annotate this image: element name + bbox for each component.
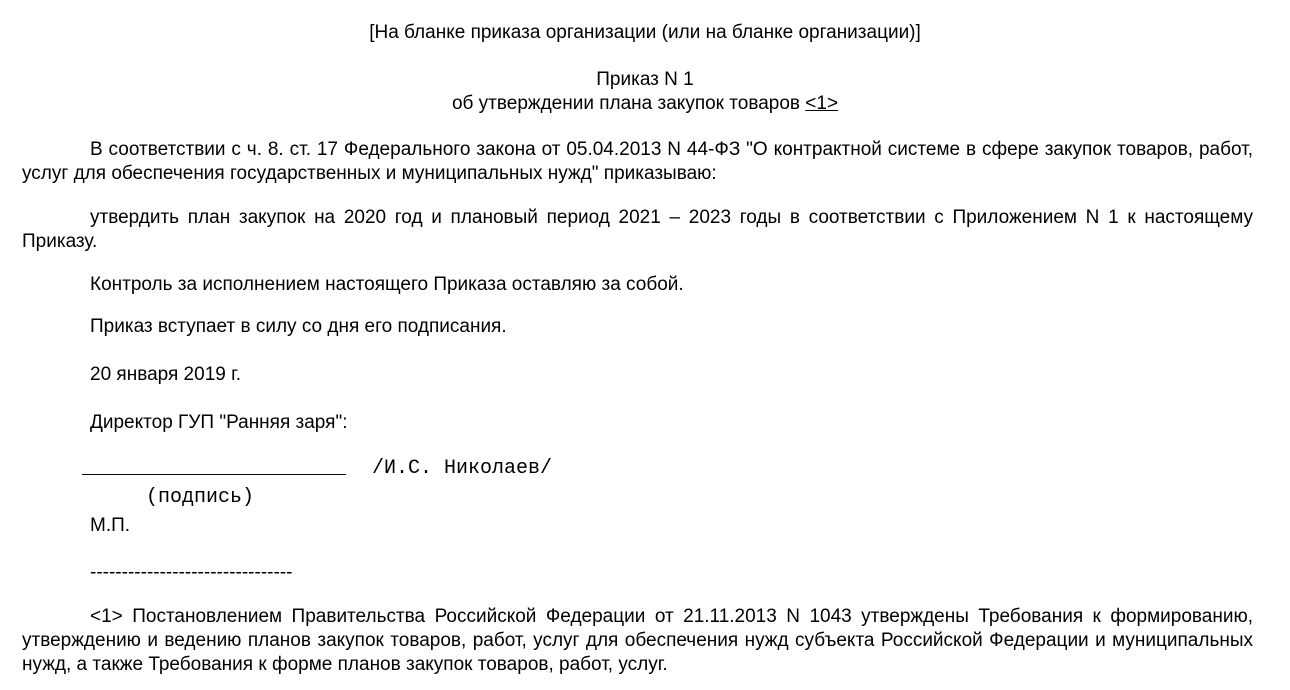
paragraph-basis: В соответствии с ч. 8. ст. 17 Федерального закона от 05.04.2013 N 44-ФЗ "О контрактной системе в сфере закупок товаров, работ, услуг для обеспечения государственных и муниципальных нужд" приказываю: bbox=[22, 139, 1253, 184]
order-subtitle bbox=[0, 92, 1290, 116]
paragraph-approve-plan: утвердить план закупок на 2020 год и плановый период 2021 – 2023 годы в соответствии с Приложением N 1 к настоящему Приказу. bbox=[22, 207, 1253, 252]
signature-line: ______________________ bbox=[82, 457, 347, 480]
signature-caption: (подпись) bbox=[146, 486, 255, 509]
order-date: 20 января 2019 г. bbox=[90, 364, 241, 385]
director-label: Директор ГУП "Ранняя заря": bbox=[90, 412, 348, 433]
blank-note: [На бланке приказа организации (или на бланке организации)] bbox=[369, 22, 921, 43]
footnote-text: <1> Постановлением Правительства Российской Федерации от 21.11.2013 N 1043 утверждены Требования к формированию, утверждению и ведению планов закупок товаров, работ, услуг для обеспечения нужд субъекта Российской Федерации и муниципальных нужд, а также Требования к форме планов закупок товаров, работ, услуг. bbox=[22, 606, 1253, 675]
order-title: Приказ N 1 bbox=[596, 69, 694, 90]
signer-name: /И.С. Николаев/ bbox=[372, 457, 553, 480]
footnote-separator: -------------------------------- bbox=[90, 562, 293, 583]
footnote-reference-link[interactable]: <1> bbox=[805, 93, 839, 114]
paragraph-control: Контроль за исполнением настоящего Приказа оставляю за собой. bbox=[90, 274, 684, 295]
stamp-place: М.П. bbox=[90, 515, 131, 536]
paragraph-effective: Приказ вступает в силу со дня его подписания. bbox=[90, 316, 507, 337]
order-subtitle-text: об утверждении плана закупок товаров bbox=[451, 93, 806, 114]
